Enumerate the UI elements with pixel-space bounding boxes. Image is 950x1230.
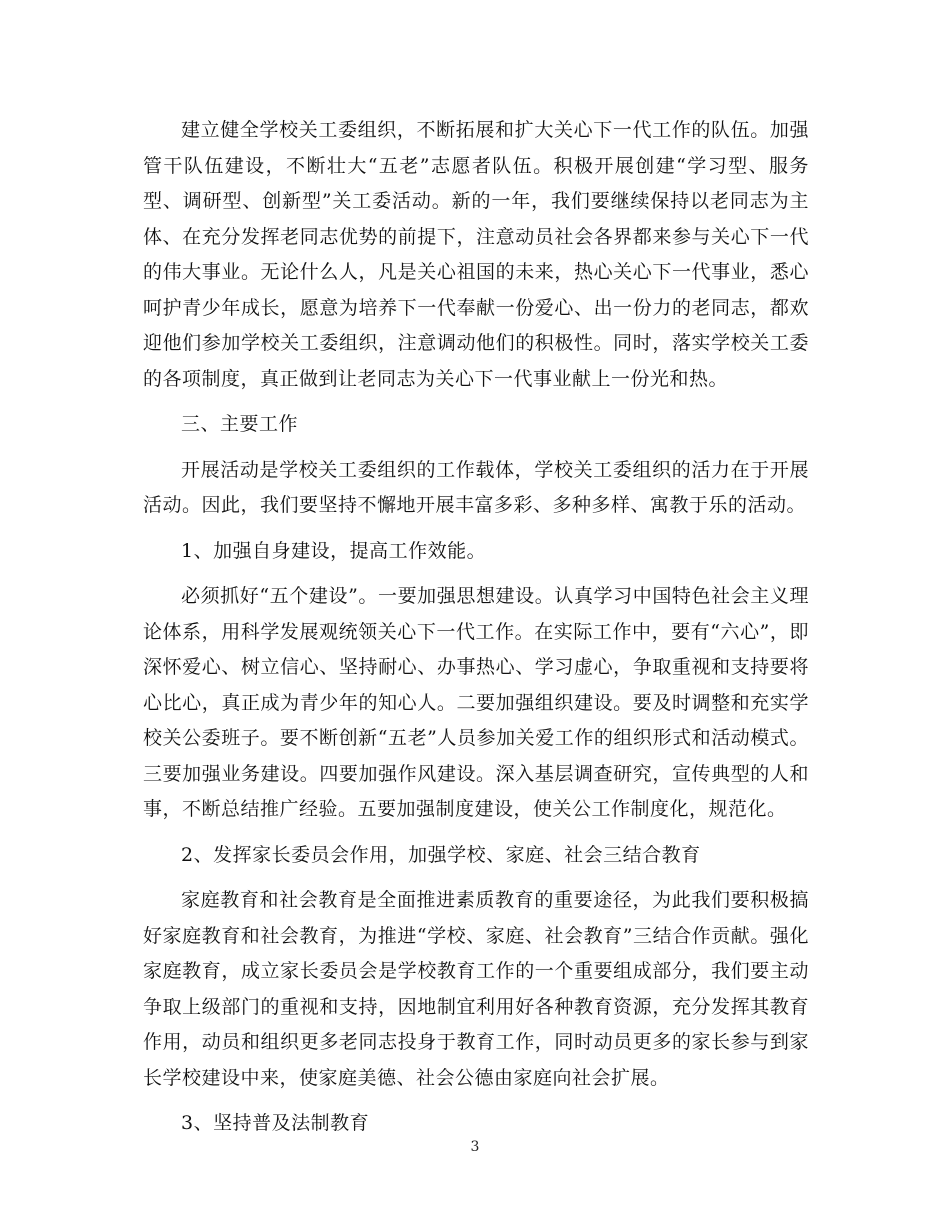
paragraph-family-education: 家庭教育和社会教育是全面推进素质教育的重要途径，为此我们要积极搞好家庭教育和社会教育，为推进“学校、家庭、社会教育”三结合作贡献。强化家庭教育，成立家长委员会是学校教育工作的一个重要组成部分，我们要主动争取上级部门的重视和支持，因地制宜利用好各种教育资源，充分发挥其教育作用，动员和组织更多老同志投身于教育工作，同时动员更多的家长参与到家长学校建设中来，使家庭美德、社会公德由家庭向社会扩展。	[143, 889, 809, 1089]
subheading-self-building: 1、加强自身建设，提高工作效能。	[181, 539, 487, 562]
subheading-legal-education: 3、坚持普及法制教育	[181, 1112, 370, 1134]
paragraph-activities: 开展活动是学校关工委组织的工作载体，学校关工委组织的活力在于开展活动。因此，我们要坚持不懈地开展丰富多彩、多种多样、寓教于乐的活动。	[143, 458, 809, 516]
subheading-parent-committee: 2、发挥家长委员会作用，加强学校、家庭、社会三结合教育	[181, 843, 701, 866]
page-number: 3	[470, 1139, 480, 1155]
section-heading-main-work: 三、主要工作	[181, 413, 299, 435]
paragraph-organization: 建立健全学校关工委组织，不断拓展和扩大关心下一代工作的队伍。加强管干队伍建设，不断壮大“五老”志愿者队伍。积极开展创建“学习型、服务型、调研型、创新型”关工委活动。新的一年，我们要继续保持以老同志为主体、在充分发挥老同志优势的前提下，注意动员社会各界都来参与关心下一代的伟大事业。无论什么人，凡是关心祖国的未来，热心关心下一代事业，悉心呵护青少年成长，愿意为培养下一代奉献一份爱心、出一份力的老同志，都欢迎他们参加学校关工委组织，注意调动他们的积极性。同时，落实学校关工委的各项制度，真正做到让老同志为关心下一代事业献上一份光和热。	[143, 119, 809, 390]
document-body	[143, 113, 809, 1152]
paragraph-five-buildings: 必须抓好“五个建设”。一要加强思想建设。认真学习中国特色社会主义理论体系，用科学发展观统领关心下一代工作。在实际工作中，要有“六心”，即深怀爱心、树立信心、坚持耐心、办事热心、学习虚心，争取重视和支持要将心比心，真正成为青少年的知心人。二要加强组织建设。要及时调整和充实学校关公委班子。要不断创新“五老”人员参加关爱工作的组织形式和活动模式。三要加强业务建设。四要加强作风建设。深入基层调查研究，宣传典型的人和事，不断总结推广经验。五要加强制度建设，使关公工作制度化，规范化。	[143, 585, 809, 820]
